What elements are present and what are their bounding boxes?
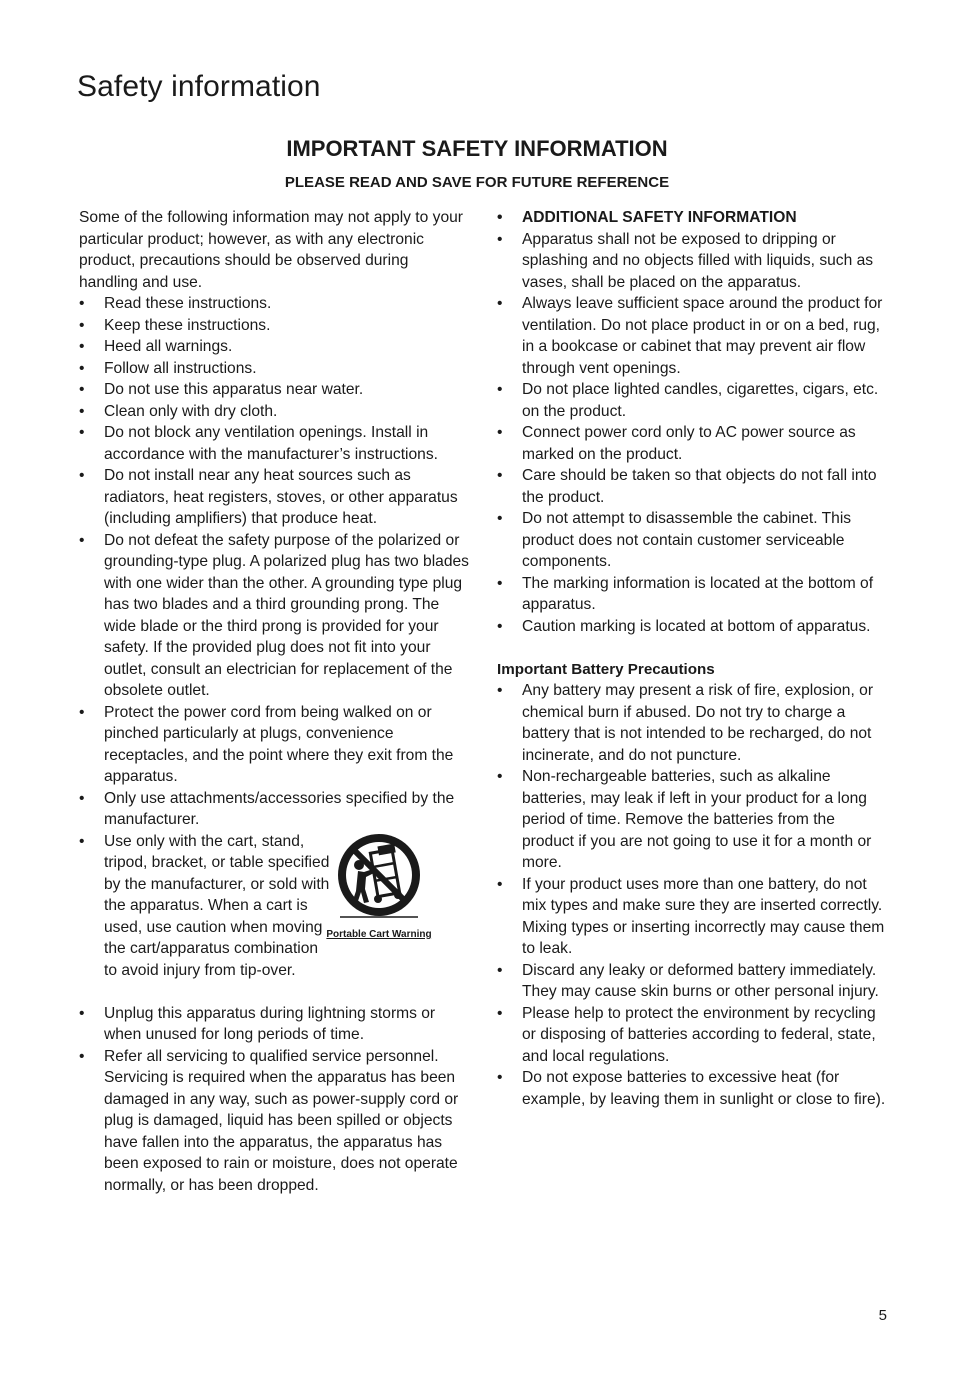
list-item: • Discard any leaky or deformed battery immediately. They may cause skin burns or other personal injury. bbox=[497, 961, 879, 1000]
bullet-icon: • bbox=[497, 617, 503, 635]
bullet-icon: • bbox=[79, 832, 85, 850]
list-item: • Clean only with dry cloth. bbox=[79, 401, 471, 423]
list-item: • If your product uses more than one battery, do not mix types and make sure they are inserted correctly. Mixing types or inserting incorrectly may cause them to leak. bbox=[497, 875, 885, 957]
bullet-icon: • bbox=[79, 381, 85, 398]
bullet-icon: • bbox=[79, 359, 85, 377]
additional-safety-heading: • ADDITIONAL SAFETY INFORMATION bbox=[497, 207, 891, 229]
list-item: • Follow all instructions. bbox=[79, 358, 471, 380]
list-item: • Do not use this apparatus near water. bbox=[79, 379, 471, 401]
bullet-icon: • bbox=[497, 467, 503, 484]
bullet-icon: • bbox=[497, 230, 503, 248]
portable-cart-warning-icon bbox=[334, 831, 424, 921]
bullet-icon: • bbox=[497, 1069, 503, 1086]
list-item: • Only use attachments/accessories specified by the manufacturer. bbox=[79, 789, 455, 828]
list-item: • Read these instructions. bbox=[79, 293, 471, 315]
list-item: • Apparatus shall not be exposed to dripping or splashing and no objects filled with liquids, such as vases, shall be placed on the apparatus. bbox=[497, 230, 874, 291]
bullet-icon: • bbox=[497, 682, 503, 699]
bullet-icon: • bbox=[497, 510, 503, 527]
list-item: • Please help to protect the environment by recycling or disposing of batteries according to federal, state, and local regulations. bbox=[497, 1004, 876, 1065]
bullet-icon: • bbox=[497, 295, 503, 312]
list-item: • Connect power cord only to AC power source as marked on the product. bbox=[497, 424, 856, 463]
bullet-icon: • bbox=[79, 789, 85, 807]
section-spacer bbox=[497, 637, 891, 659]
bullet-icon: • bbox=[79, 1047, 85, 1065]
bullet-icon: • bbox=[79, 295, 85, 312]
bullet-icon: • bbox=[79, 1004, 85, 1022]
list-item: • The marking information is located at the bottom of apparatus. bbox=[497, 574, 874, 613]
list-item: • Any battery may present a risk of fire, explosion, or chemical burn if abused. Do not try to charge a battery that is not intended to be recharged, do not incinerate, and do not puncture. bbox=[497, 682, 874, 764]
bullet-icon: • bbox=[79, 531, 85, 549]
list-item: • Do not expose batteries to excessive heat (for example, by leaving them in sunlight or close to fire). bbox=[497, 1069, 886, 1108]
list-item: • Do not install near any heat sources such as radiators, heat registers, stoves, or other apparatus (including amplifiers) that produce heat. bbox=[79, 467, 458, 527]
bullet-icon: • bbox=[79, 402, 85, 420]
right-column bbox=[497, 207, 891, 1110]
bullet-icon: • bbox=[79, 316, 85, 334]
list-item: • Care should be taken so that objects do not fall into the product. bbox=[497, 467, 877, 506]
list-item: • Do not block any ventilation openings. Install in accordance with the manufacturer’s instructions. bbox=[79, 424, 438, 463]
page-subtitle: PLEASE READ AND SAVE FOR FUTURE REFERENCE bbox=[284, 174, 670, 191]
bullet-icon: • bbox=[497, 381, 503, 398]
list-item: • Heed all warnings. bbox=[79, 336, 471, 358]
bullet-icon: • bbox=[497, 209, 503, 226]
page-heading: Safety information bbox=[77, 70, 321, 103]
portable-cart-figure bbox=[317, 831, 441, 941]
list-item: • Always leave sufficient space around the product for ventilation. Do not place product in or on a bed, rug, in a bookcase or cabinet that may prevent air flow through vent openings. bbox=[497, 295, 883, 377]
bullet-icon: • bbox=[497, 424, 503, 441]
battery-precautions-list bbox=[497, 680, 891, 1110]
bullet-icon: • bbox=[79, 467, 85, 484]
list-item: • Do not defeat the safety purpose of the polarized or grounding-type plug. A polarized plug has two blades with one wider than the other. A grounding type plug has two blades and a third grounding prong. The wide blade or the third prong is provided for your safety. If the provided plug does not fit into your outlet, consult an electrician for replacement of the obsolete outlet. bbox=[79, 531, 469, 699]
bullet-icon: • bbox=[497, 875, 503, 893]
safety-instructions-list bbox=[79, 293, 471, 1196]
battery-precautions-heading: Important Battery Precautions bbox=[497, 660, 715, 678]
list-item: • Do not place lighted candles, cigarettes, cigars, etc. on the product. bbox=[497, 381, 879, 420]
page-title: IMPORTANT SAFETY INFORMATION bbox=[286, 136, 668, 161]
cart-warning-text: Use only with the cart, stand, tripod, bracket, or table specified by the manufacturer, or sold with the apparatus. When a cart is used, use caution when moving the cart/apparatus combination to avoid injury from tip-over. bbox=[104, 832, 330, 979]
intro-paragraph: Some of the following information may not apply to your particular product; however, as with any electronic product, precautions should be observed during handling and use. bbox=[79, 209, 463, 291]
list-item: • Keep these instructions. bbox=[79, 315, 471, 337]
left-column bbox=[79, 207, 471, 1196]
list-item: • Non-rechargeable batteries, such as alkaline batteries, may leak if left in your product for a long period of time. Remove the batteries from the product if you are not going to use it for a month or more. bbox=[497, 768, 872, 871]
cart-warning-caption: Portable Cart Warning bbox=[326, 928, 432, 940]
list-item: • Refer all servicing to qualified service personnel. Servicing is required when the apparatus has been damaged in any way, such as power-supply cord or plug is damaged, liquid has been spilled or objects have fallen into the apparatus, the apparatus has been exposed to rain or moisture, does not operate normally, or has been dropped. bbox=[79, 1047, 459, 1194]
list-item: • Do not attempt to disassemble the cabinet. This product does not contain customer serviceable components. bbox=[497, 510, 852, 570]
bullet-icon: • bbox=[79, 424, 85, 441]
bullet-icon: • bbox=[497, 574, 503, 592]
bullet-icon: • bbox=[497, 768, 503, 785]
list-item: • Caution marking is located at bottom of apparatus. bbox=[497, 616, 891, 638]
bullet-icon: • bbox=[79, 338, 85, 355]
additional-safety-list bbox=[497, 207, 891, 637]
list-item: • Unplug this apparatus during lightning storms or when unused for long periods of time. bbox=[79, 1004, 436, 1043]
bullet-icon: • bbox=[79, 703, 85, 721]
list-item-cart-warning bbox=[79, 831, 471, 1003]
bullet-icon: • bbox=[497, 1004, 503, 1022]
list-item: • Protect the power cord from being walked on or pinched particularly at plugs, convenience receptacles, and the point where they exit from the apparatus. bbox=[79, 703, 454, 785]
page-number: 5 bbox=[878, 1307, 887, 1324]
bullet-icon: • bbox=[497, 961, 503, 979]
